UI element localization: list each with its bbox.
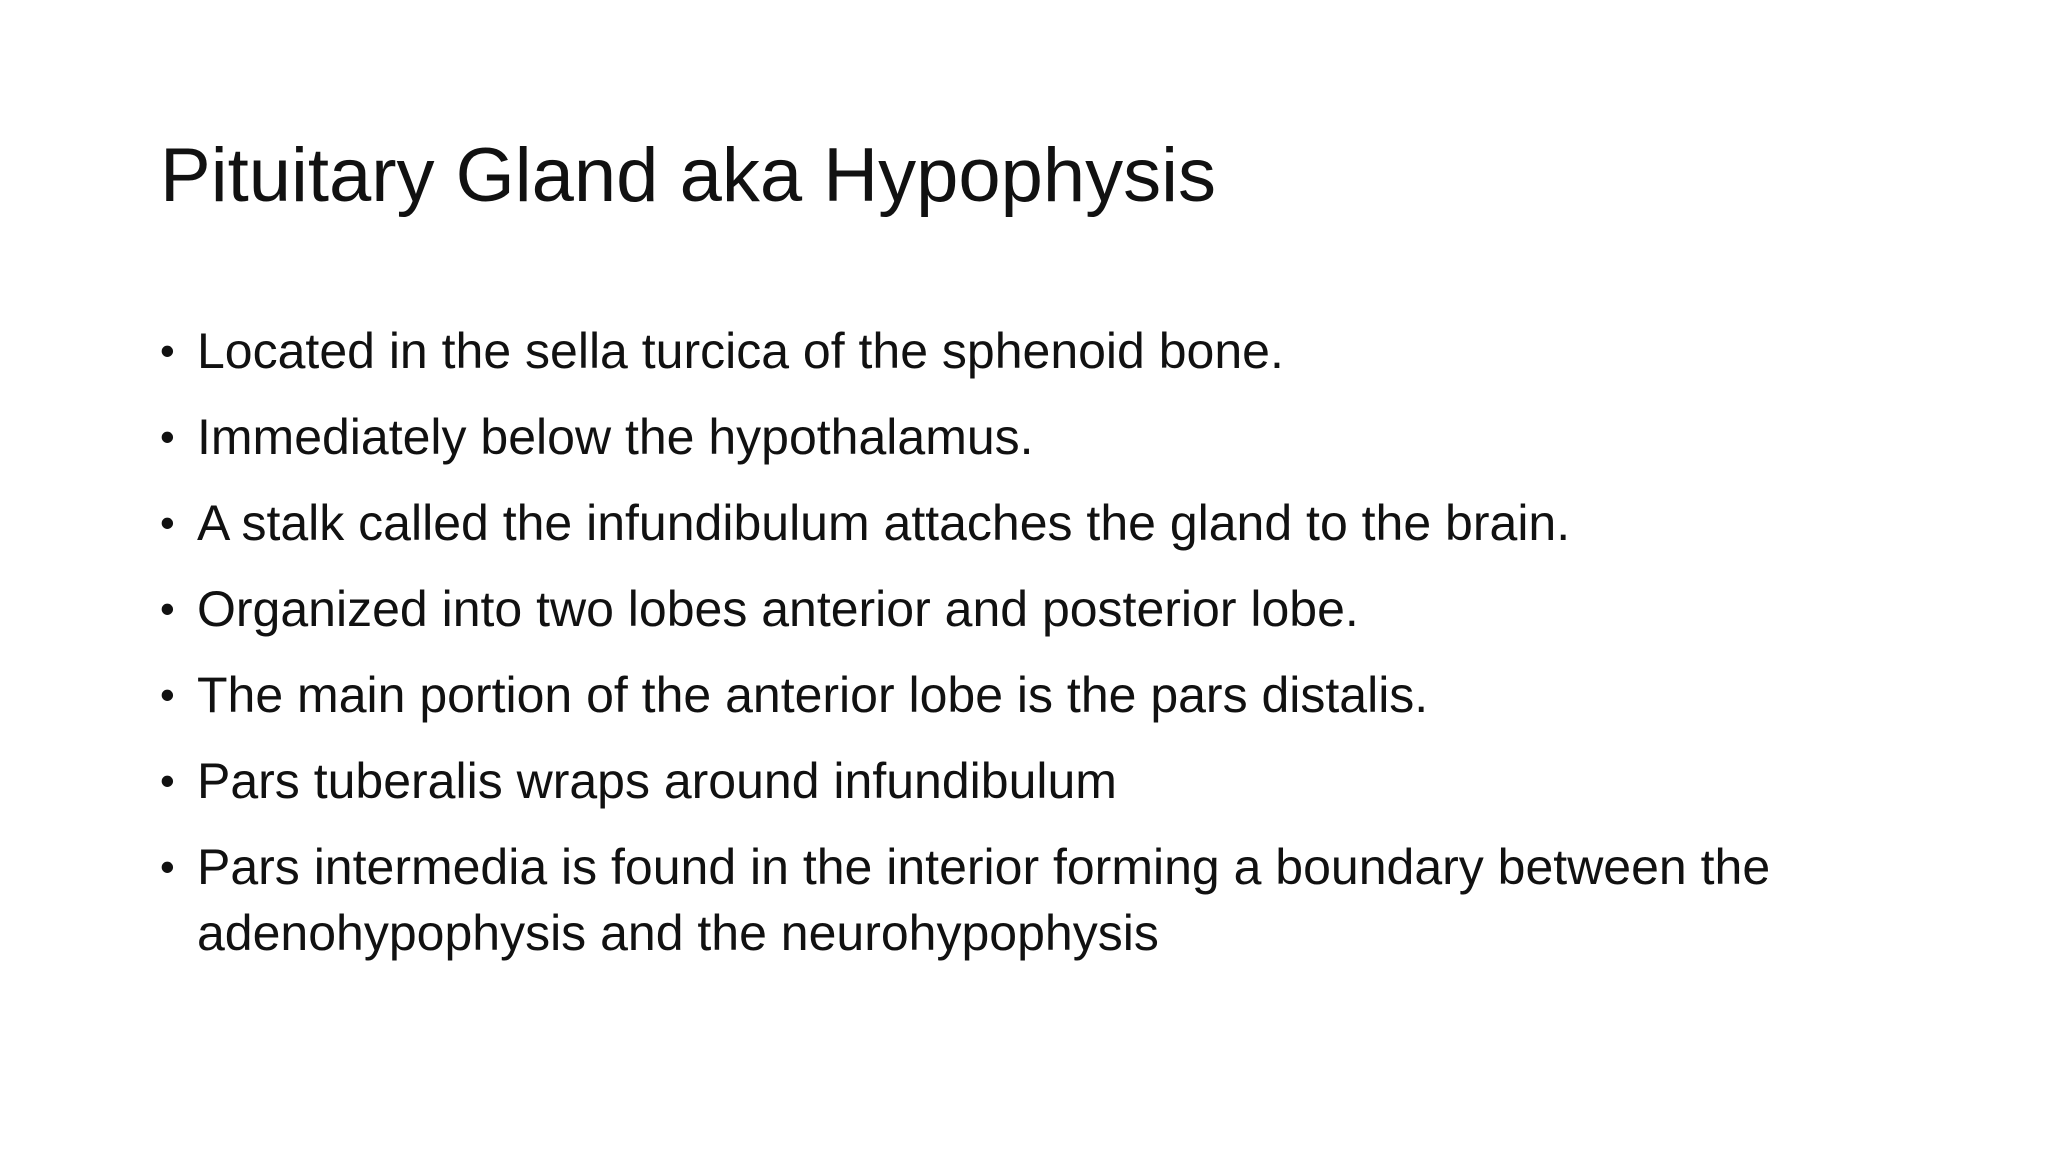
- bullet-text: Organized into two lobes anterior and posterior lobe.: [197, 581, 1359, 637]
- bullet-item: [160, 834, 1920, 966]
- bullet-item: [160, 404, 1920, 470]
- bullet-text: The main portion of the anterior lobe is the pars distalis.: [197, 667, 1429, 723]
- bullet-item: [160, 318, 1920, 384]
- slide-title: Pituitary Gland aka Hypophysis: [160, 133, 1217, 218]
- bullet-list: [160, 318, 1920, 986]
- bullet-dot-icon: •: [160, 757, 175, 804]
- bullet-text: Pars intermedia is found in the interior forming a boundary between the adenohypophysis and the neurohypophysis: [197, 839, 1771, 961]
- bullet-dot-icon: •: [160, 671, 175, 718]
- bullet-item: [160, 748, 1920, 814]
- bullet-item: [160, 662, 1920, 728]
- bullet-item: [160, 490, 1920, 556]
- bullet-dot-icon: •: [160, 499, 175, 546]
- bullet-item: [160, 576, 1920, 642]
- bullet-dot-icon: •: [160, 585, 175, 632]
- bullet-dot-icon: •: [160, 843, 175, 890]
- bullet-text: Immediately below the hypothalamus.: [197, 409, 1034, 465]
- bullet-text: Located in the sella turcica of the sphenoid bone.: [197, 323, 1284, 379]
- bullet-text: Pars tuberalis wraps around infundibulum: [197, 753, 1117, 809]
- bullet-dot-icon: •: [160, 327, 175, 374]
- bullet-text: A stalk called the infundibulum attaches the gland to the brain.: [197, 495, 1571, 551]
- bullet-dot-icon: •: [160, 413, 175, 460]
